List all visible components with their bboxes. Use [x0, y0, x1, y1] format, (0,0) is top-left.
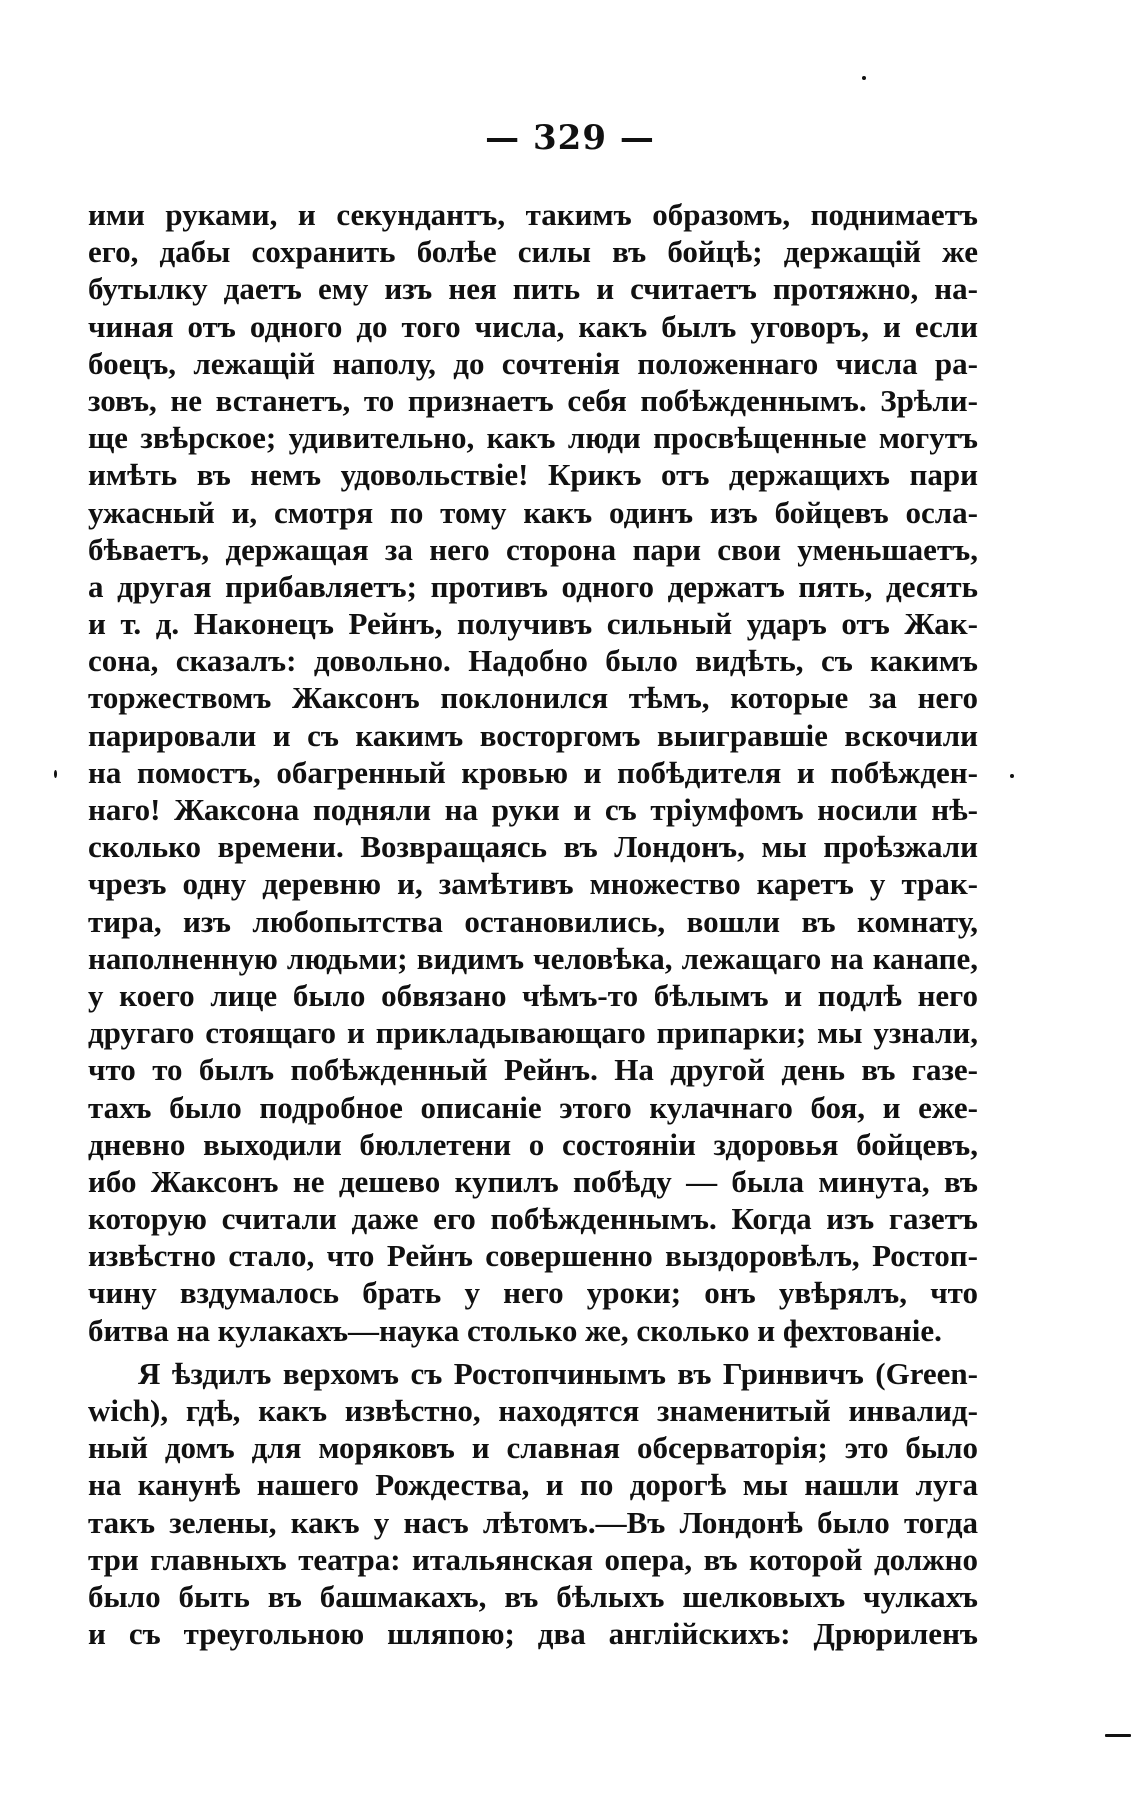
text-line: сколько времени. Возвращаясь въ Лондонъ, мы проѣзжали [88, 829, 978, 865]
text-line: что то былъ побѣжденный Рейнъ. На другой день въ газе- [88, 1052, 978, 1088]
text-line: ибо Жаксонъ не дешево купилъ побѣду — была минута, въ [88, 1163, 978, 1199]
text-line: ими руками, и секундантъ, такимъ образомъ, поднимаетъ [88, 197, 978, 232]
text-line: битва на кулакахъ—наука столько же, сколько и фехтованіе. [88, 1312, 942, 1348]
paragraph-2 [88, 1355, 978, 1653]
text-line: его, дабы сохранить болѣе силы въ бойцѣ; держащій же [88, 234, 978, 270]
paragraph-1 [88, 196, 978, 1349]
text-line: которую считали даже его побѣжденнымъ. Когда изъ газетъ [88, 1201, 978, 1237]
text-line: и съ треугольною шляпою; два англійскихъ: Дрюриленъ [88, 1616, 978, 1652]
scan-speck [862, 76, 866, 80]
text-line: чрезъ одну деревню и, замѣтивъ множество каретъ у трак- [88, 866, 978, 902]
text-line: наполненную людьми; видимъ человѣка, лежащаго на канапе, [88, 940, 978, 976]
text-line: было быть въ башмакахъ, въ бѣлыхъ шелковыхъ чулкахъ [88, 1578, 978, 1614]
text-line: и т. д. Наконецъ Рейнъ, получивъ сильный ударъ отъ Жак- [88, 606, 978, 642]
text-line: на канунѣ нашего Рождества, и по дорогѣ мы нашли луга [88, 1467, 978, 1503]
text-line: ще звѣрское; удивительно, какъ люди просвѣщенные могутъ [88, 420, 978, 456]
text-line: торжествомъ Жаксонъ поклонился тѣмъ, которые за него [88, 680, 978, 716]
text-line: бѣваетъ, держащая за него сторона пари свои уменьшаетъ, [88, 531, 978, 567]
text-line: бутылку даетъ ему изъ нея пить и считаетъ протяжно, на- [88, 271, 978, 307]
text-line: наго! Жаксона подняли на руки и съ тріумфомъ носили нѣ- [88, 792, 978, 827]
text-line: дневно выходили бюллетени о состояніи здоровья бойцевъ, [88, 1126, 978, 1162]
scan-speck [1105, 1734, 1131, 1737]
text-line: такъ зелены, какъ у насъ лѣтомъ.—Въ Лондонѣ было тогда [88, 1504, 978, 1540]
text-line: три главныхъ театра: итальянская опера, въ которой должно [88, 1541, 978, 1577]
text-line: wich), гдѣ, какъ извѣстно, находятся знаменитый инвалид- [88, 1393, 978, 1428]
text-line: чиная отъ одного до того числа, какъ былъ уговоръ, и если [88, 308, 978, 344]
text-line: на помостъ, обагренный кровью и побѣдителя и побѣжден- [88, 754, 978, 790]
text-line: боецъ, лежащій наполу, до сочтенія положеннаго числа ра- [88, 345, 978, 381]
text-line: а другая прибавляетъ; противъ одного держатъ пять, десять [88, 568, 978, 604]
body-text [88, 196, 978, 1652]
text-line: имѣть въ немъ удовольствіе! Крикъ отъ держащихъ пари [88, 457, 978, 493]
text-line: парировали и съ какимъ восторгомъ выигравшіе вскочили [88, 717, 978, 753]
text-line: тира, изъ любопытства остановились, вошли въ комнату, [88, 903, 978, 939]
text-line: Я ѣздилъ верхомъ съ Ростопчинымъ въ Гринвичъ (Green- [138, 1355, 978, 1391]
text-line: тахъ было подробное описаніе этого кулачнаго боя, и еже- [88, 1089, 978, 1125]
scan-speck [1010, 774, 1014, 778]
text-line: у коего лице было обвязано чѣмъ-то бѣлымъ и подлѣ него [88, 977, 978, 1013]
text-line: сона, сказалъ: довольно. Надобно было видѣть, съ какимъ [88, 643, 978, 679]
text-line: ужасный и, смотря по тому какъ одинъ изъ бойцевъ осла- [88, 494, 978, 530]
scan-speck [54, 770, 57, 778]
text-line: ный домъ для моряковъ и славная обсерваторія; это было [88, 1430, 978, 1466]
text-line: чину вздумалось брать у него уроки; онъ увѣрялъ, что [88, 1275, 978, 1311]
text-line: зовъ, не встанетъ, то признаетъ себя побѣжденнымъ. Зрѣли- [88, 382, 978, 418]
text-line: другаго стоящаго и прикладывающаго припарки; мы узнали, [88, 1015, 978, 1051]
text-line: извѣстно стало, что Рейнъ совершенно выздоровѣлъ, Ростоп- [88, 1238, 978, 1274]
page-number: — 329 — [485, 118, 655, 158]
